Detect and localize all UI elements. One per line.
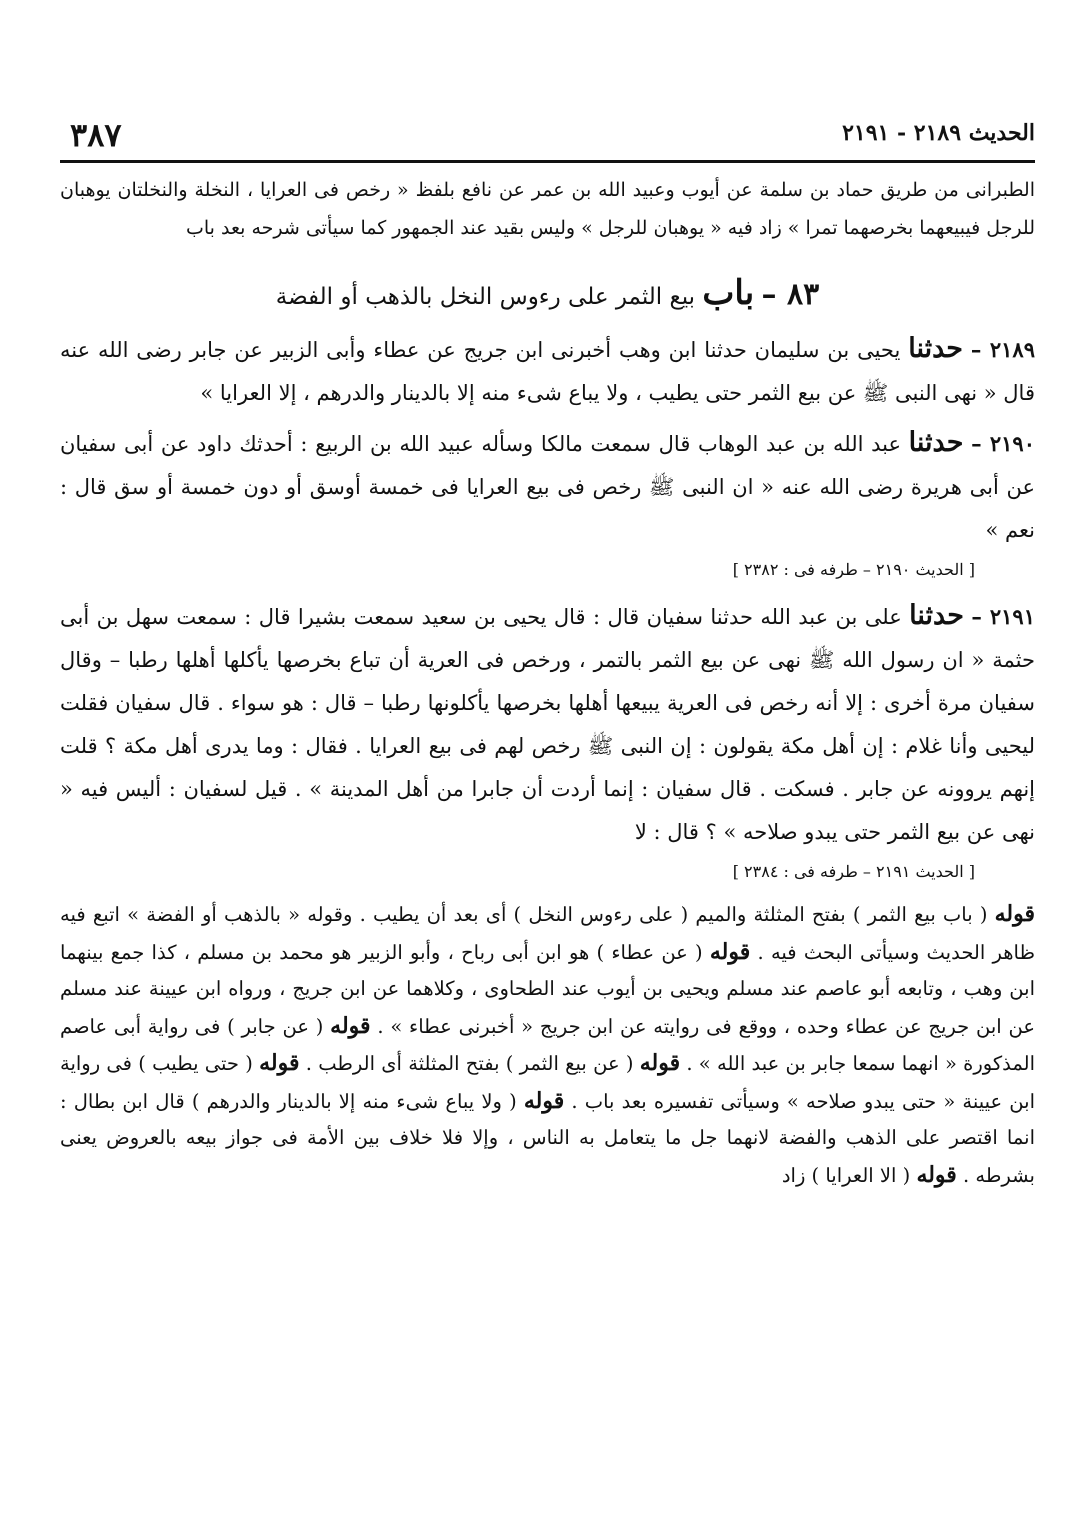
hadith-number: ٢١٩٠ –: [971, 431, 1035, 456]
commentary-keyword: قوله: [916, 1161, 957, 1188]
commentary-text: ( الا العرايا ) زاد: [781, 1163, 911, 1187]
running-head: الحديث ٢١٨٩ - ٢١٩١: [842, 120, 1035, 146]
chapter-heading: [60, 273, 1035, 313]
hadith-reference: [ الحديث ٢١٩١ – طرفه فى : ٢٣٨٤ ]: [732, 862, 975, 881]
header-rule: [60, 160, 1035, 163]
commentary-keyword: قوله: [259, 1050, 300, 1076]
hadith-reference: [ الحديث ٢١٩٠ – طرفه فى : ٢٣٨٢ ]: [732, 560, 975, 579]
commentary-text: ( ولا يباع شىء منه إلا بالدينار والدرهم ) قال ابن بطال : انما اقتصر على الذهب والفضة لانهما جل ما يتعامل به الناس ، وإلا فلا خلاف بين الأمة فى جواز بيعه بالعروض يعنى بشرطه .: [60, 1089, 1035, 1187]
page-number: ٣٨٧: [70, 116, 122, 154]
commentary-keyword: قوله: [994, 901, 1035, 927]
commentary-keyword: قوله: [639, 1050, 681, 1076]
book-page: [60, 110, 1035, 1194]
commentary-text: ( حتى يطيب ) فى رواية ابن عيينة « حتى يبدو صلاحه » وسيأتى تفسيره بعد باب .: [60, 1052, 1035, 1113]
hadith-text: عبد الله بن عبد الوهاب قال سمعت مالكا وسأله عبيد الله بن الربيع : أحدثك داود عن أبى سفيان عن أبى هريرة رضى الله عنه « ان النبى ﷺ رخص فى بيع العرايا فى خمسة أوسق أو دون خمسة أو سق قال : نعم »: [60, 432, 1035, 542]
hadith-number: ٢١٨٩ –: [970, 337, 1035, 362]
commentary-keyword: قوله: [330, 1012, 371, 1039]
hadith-2191: [60, 594, 1035, 854]
haddathana-word: حدثنا: [909, 600, 964, 631]
hadith-text: يحيى بن سليمان حدثنا ابن وهب أخبرنى ابن جريج عن عطاء وأبى الزبير عن جابر رضى الله عنه قال « نهى النبى ﷺ عن بيع الثمر حتى يطيب ، ولا يباع شىء منه إلا بالدينار والدرهم ، إلا العرايا »: [60, 338, 1035, 405]
chapter-title: بيع الثمر على رءوس النخل بالذهب أو الفضة: [275, 284, 696, 310]
commentary-keyword: قوله: [709, 938, 751, 965]
continued-commentary: الطبرانى من طريق حماد بن سلمة عن أيوب وعبيد الله بن عمر عن نافع بلفظ « رخص فى العرايا ، النخلة والنخلتان يوهبان للرجل فيبيعهما بخرصهما تمرا » زاد فيه « يوهبان للرجل » وليس بقيد عند الجمهور كما سيأتى شرحه بعد باب: [60, 179, 1035, 239]
haddathana-word: حدثنا: [908, 333, 963, 364]
hadith-text: على بن عبد الله حدثنا سفيان قال : قال يحيى بن سعيد سمعت بشيرا قال : سمعت سهل بن أبى حثمة « ان رسول الله ﷺ نهى عن بيع الثمر بالتمر ، ورخص فى العرية أن تباع بخرصها يأكلها أهلها رطبا – وقال سفيان مرة أخرى : إلا أنه رخص فى العرية يبيعها أهلها بخرصها يأكلونها رطبا – قال : هو سواء . قال سفيان فقلت ليحيى وأنا غلام : إن أهل مكة يقولون : إن النبى ﷺ رخص لهم فى بيع العرايا . فقال : وما يدرى أهل مكة ؟ قلت إنهم يروونه عن جابر . فسكت . قال سفيان : إنما أردت أن جابرا من أهل المدينة » . قيل لسفيان : أليس فيه « نهى عن بيع الثمر حتى يبدو صلاحه » ؟ قال : لا: [60, 605, 1036, 844]
commentary-keyword: قوله: [523, 1087, 565, 1114]
commentary-block: [60, 896, 1035, 1194]
commentary-text: ( باب بيع الثمر ) بفتح المثلثة والميم ( على رءوس النخل ) أى بعد أن يطيب . وقوله « بالذهب أو الفضة » اتبع فيه ظاهر الحديث وسيأتى البحث فيه .: [60, 903, 1036, 964]
haddathana-word: حدثنا: [908, 427, 964, 458]
commentary-text: ( عن جابر ) فى رواية أبى عاصم المذكورة « انهما سمعا جابر بن عبد الله » .: [60, 1014, 1036, 1075]
hadith-2190: [60, 421, 1035, 552]
chapter-bab: باب: [702, 273, 755, 313]
hadith-number: ٢١٩١ –: [971, 604, 1035, 629]
page-header: [60, 110, 1035, 156]
hadith-2189: [60, 327, 1035, 415]
commentary-text: ( عن عطاء ) هو ابن أبى رباح ، وأبو الزبير هو محمد بن مسلم ، كذا جمع بينهما ابن وهب ، وتابعه أبو عاصم عند مسلم ويحيى بن أيوب عند الطحاوى ، وكلاهما عن ابن جريج ، ورواه ابن عيينة عند مسلم عن ابن جريج عن عطاء وحده ، ووقع فى روايته عن ابن جريج « أخبرنى عطاء » .: [60, 940, 1035, 1038]
chapter-number: ٨٣ –: [761, 277, 820, 312]
commentary-text: ( عن بيع الثمر ) بفتح المثلثة أى الرطب .: [305, 1052, 634, 1075]
